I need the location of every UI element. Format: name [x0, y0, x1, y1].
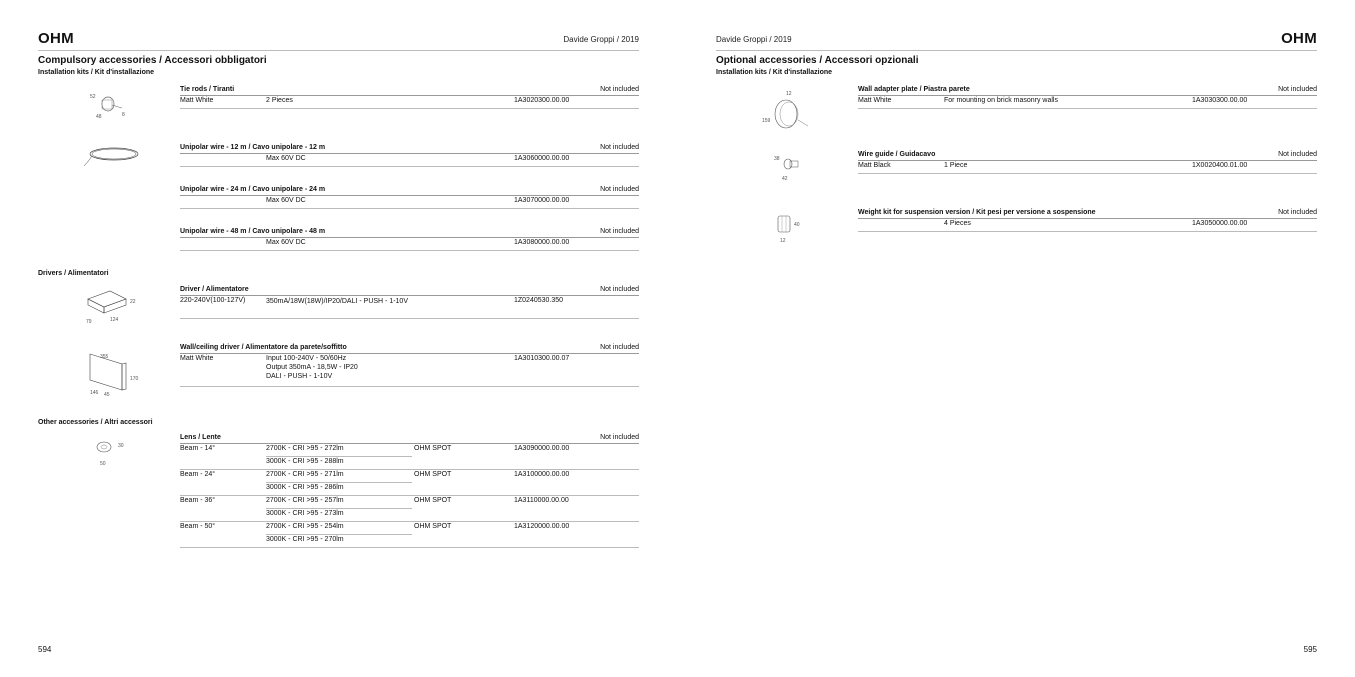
beam-cell: Beam - 36° [180, 497, 216, 504]
finish-cell: 220-240V(100-127V) [180, 297, 246, 304]
wire-24m-title: Unipolar wire - 24 m / Cavo unipolare - 24 m [180, 186, 326, 193]
section-title: Compulsory accessories / Accessori obbligatori [38, 55, 267, 66]
lens-drawing [90, 437, 130, 469]
not-included-label: Not included [600, 144, 639, 151]
wall-driver-table [180, 344, 639, 387]
tie-rods-drawing [82, 88, 142, 123]
description-cell: 2 Pieces [266, 97, 293, 104]
lumen-3000k-cell: 3000K - CRI >95 - 273lm [266, 510, 344, 517]
lens-row [180, 444, 639, 470]
wall-driver-drawing [80, 348, 142, 400]
input-spec-cell: Input 100-240V - 50/60Hz [266, 355, 347, 362]
subsection-installation: Installation kits / Kit d'installazione [38, 69, 155, 76]
lumen-2700k-cell: 2700K - CRI >95 - 254lm [266, 523, 344, 530]
lens-title: Lens / Lente [180, 434, 221, 441]
wall-plate-title: Wall adapter plate / Piastra parete [858, 86, 970, 93]
description-cell: 1 Piece [944, 162, 968, 169]
not-included-label: Not included [600, 86, 639, 93]
lumen-2700k-cell: 2700K - CRI >95 - 271lm [266, 471, 344, 478]
description-cell: Max 60V DC [266, 155, 306, 162]
right-page [678, 0, 1355, 677]
section-title: Optional accessories / Accessori opzionali [716, 55, 919, 66]
lens-row [180, 470, 639, 496]
code-cell: 1A3110000.00.00 [514, 497, 569, 504]
wall-driver-dim-4: 45 [104, 392, 110, 398]
lens-row [180, 522, 639, 548]
wall-plate-dim-2: 159 [762, 118, 771, 124]
author-year: Davide Groppi / 2019 [716, 35, 792, 44]
not-included-label: Not included [600, 434, 639, 441]
description-cell: 350mA/18W(18W)/IP20/DALI - PUSH - 1-10V [266, 298, 408, 305]
driver-dim-2: 79 [86, 319, 92, 325]
product-cell: OHM SPOT [414, 445, 452, 452]
not-included-label: Not included [1278, 209, 1317, 216]
code-cell: 1A3090000.00.00 [514, 445, 570, 452]
code-cell: 1A3050000.00.00 [1192, 220, 1248, 227]
left-page [0, 0, 677, 677]
lumen-2700k-cell: 2700K - CRI >95 - 257lm [266, 497, 344, 504]
page-number: 594 [38, 645, 52, 654]
wire-guide-title: Wire guide / Guidacavo [858, 151, 936, 158]
code-cell: 1A3070000.00.00 [514, 197, 570, 204]
lens-table [180, 434, 639, 548]
not-included-label: Not included [600, 286, 639, 293]
wall-driver-dim-1: 355 [100, 354, 109, 360]
wire-48m-title: Unipolar wire - 48 m / Cavo unipolare - 48 m [180, 228, 326, 235]
description-cell: 4 Pieces [944, 220, 971, 227]
lens-row [180, 496, 639, 522]
wall-plate-drawing [758, 86, 818, 136]
not-included-label: Not included [600, 228, 639, 235]
not-included-label: Not included [1278, 86, 1317, 93]
weight-kit-dim-2: 12 [780, 238, 786, 244]
weight-kit-drawing [770, 210, 810, 248]
weight-kit-dim-1: 40 [794, 222, 800, 228]
brand-title: OHM [1281, 30, 1317, 47]
beam-cell: Beam - 50° [180, 523, 216, 530]
wire-guide-table [858, 151, 1317, 174]
code-cell: 1A3020300.00.00 [514, 97, 570, 104]
wall-driver-title: Wall/ceiling driver / Alimentatore da parete/soffitto [180, 344, 347, 351]
header-divider [716, 50, 1317, 51]
not-included-label: Not included [600, 344, 639, 351]
code-cell: 1A3100000.00.00 [514, 471, 570, 478]
not-included-label: Not included [600, 186, 639, 193]
wire-guide-dim-2: 42 [782, 176, 788, 182]
code-cell: 1A3080000.00.00 [514, 239, 570, 246]
driver-drawing [80, 285, 140, 327]
wire-24m-table [180, 186, 639, 209]
wire-12m-title: Unipolar wire - 12 m / Cavo unipolare - 12 m [180, 144, 326, 151]
lens-dim-2: 50 [100, 461, 106, 467]
product-cell: OHM SPOT [414, 523, 452, 530]
output-spec-cell: Output 350mA - 18,5W - IP20 [266, 364, 358, 371]
driver-title: Driver / Alimentatore [180, 286, 249, 293]
weight-kit-title: Weight kit for suspension version / Kit pesi per versione a sospensione [858, 209, 1096, 216]
wire-12m-table [180, 144, 639, 167]
code-cell: 1A3010300.00.07 [514, 355, 570, 362]
finish-cell: Matt Black [858, 162, 891, 169]
wall-plate-table [858, 86, 1317, 109]
description-cell: For mounting on brick masonry walls [944, 97, 1058, 104]
finish-cell: Matt White [180, 355, 214, 362]
lumen-2700k-cell: 2700K - CRI >95 - 272lm [266, 445, 344, 452]
subsection-drivers: Drivers / Alimentatori [38, 270, 109, 277]
driver-dim-1: 22 [130, 299, 136, 305]
code-cell: 1A3120000.00.00 [514, 523, 570, 530]
wire-guide-drawing [768, 150, 812, 184]
lumen-3000k-cell: 3000K - CRI >95 - 286lm [266, 484, 344, 491]
header-divider [38, 50, 639, 51]
finish-cell: Matt White [180, 97, 214, 104]
wall-driver-dim-3: 146 [90, 390, 99, 396]
code-cell: 1Z0240530.350 [514, 297, 564, 304]
driver-table [180, 286, 639, 319]
description-cell: Max 60V DC [266, 197, 306, 204]
code-cell: 1X0020400.01.00 [1192, 162, 1248, 169]
tie-rods-title: Tie rods / Tiranti [180, 86, 235, 93]
product-cell: OHM SPOT [414, 471, 452, 478]
subsection-other: Other accessories / Altri accessori [38, 419, 153, 426]
page-number: 595 [1303, 645, 1317, 654]
wire-guide-dim-1: 38 [774, 156, 780, 162]
weight-kit-table [858, 209, 1317, 232]
dimming-spec-cell: DALI - PUSH - 1-10V [266, 373, 333, 380]
lens-dim-1: 30 [118, 443, 124, 449]
brand-title: OHM [38, 30, 74, 47]
finish-cell: Matt White [858, 97, 892, 104]
driver-dim-3: 124 [110, 317, 119, 323]
beam-cell: Beam - 14° [180, 445, 216, 452]
wire-48m-table [180, 228, 639, 251]
wire-coil-drawing [82, 142, 142, 172]
tie-rods-dim-3: 8 [122, 112, 125, 118]
beam-cell: Beam - 24° [180, 471, 216, 478]
code-cell: 1A3060000.00.00 [514, 155, 570, 162]
product-cell: OHM SPOT [414, 497, 452, 504]
tie-rods-dim-2: 48 [96, 114, 102, 120]
wall-driver-dim-2: 170 [130, 376, 139, 382]
wall-plate-dim-1: 12 [786, 91, 792, 97]
description-cell: Max 60V DC [266, 239, 306, 246]
tie-rods-dim-1: 52 [90, 94, 96, 100]
author-year: Davide Groppi / 2019 [563, 35, 639, 44]
code-cell: 1A3030300.00.00 [1192, 97, 1248, 104]
lumen-3000k-cell: 3000K - CRI >95 - 288lm [266, 458, 344, 465]
lumen-3000k-cell: 3000K - CRI >95 - 270lm [266, 536, 344, 543]
subsection-installation: Installation kits / Kit d'installazione [716, 69, 833, 76]
not-included-label: Not included [1278, 151, 1317, 158]
tie-rods-table [180, 86, 639, 109]
